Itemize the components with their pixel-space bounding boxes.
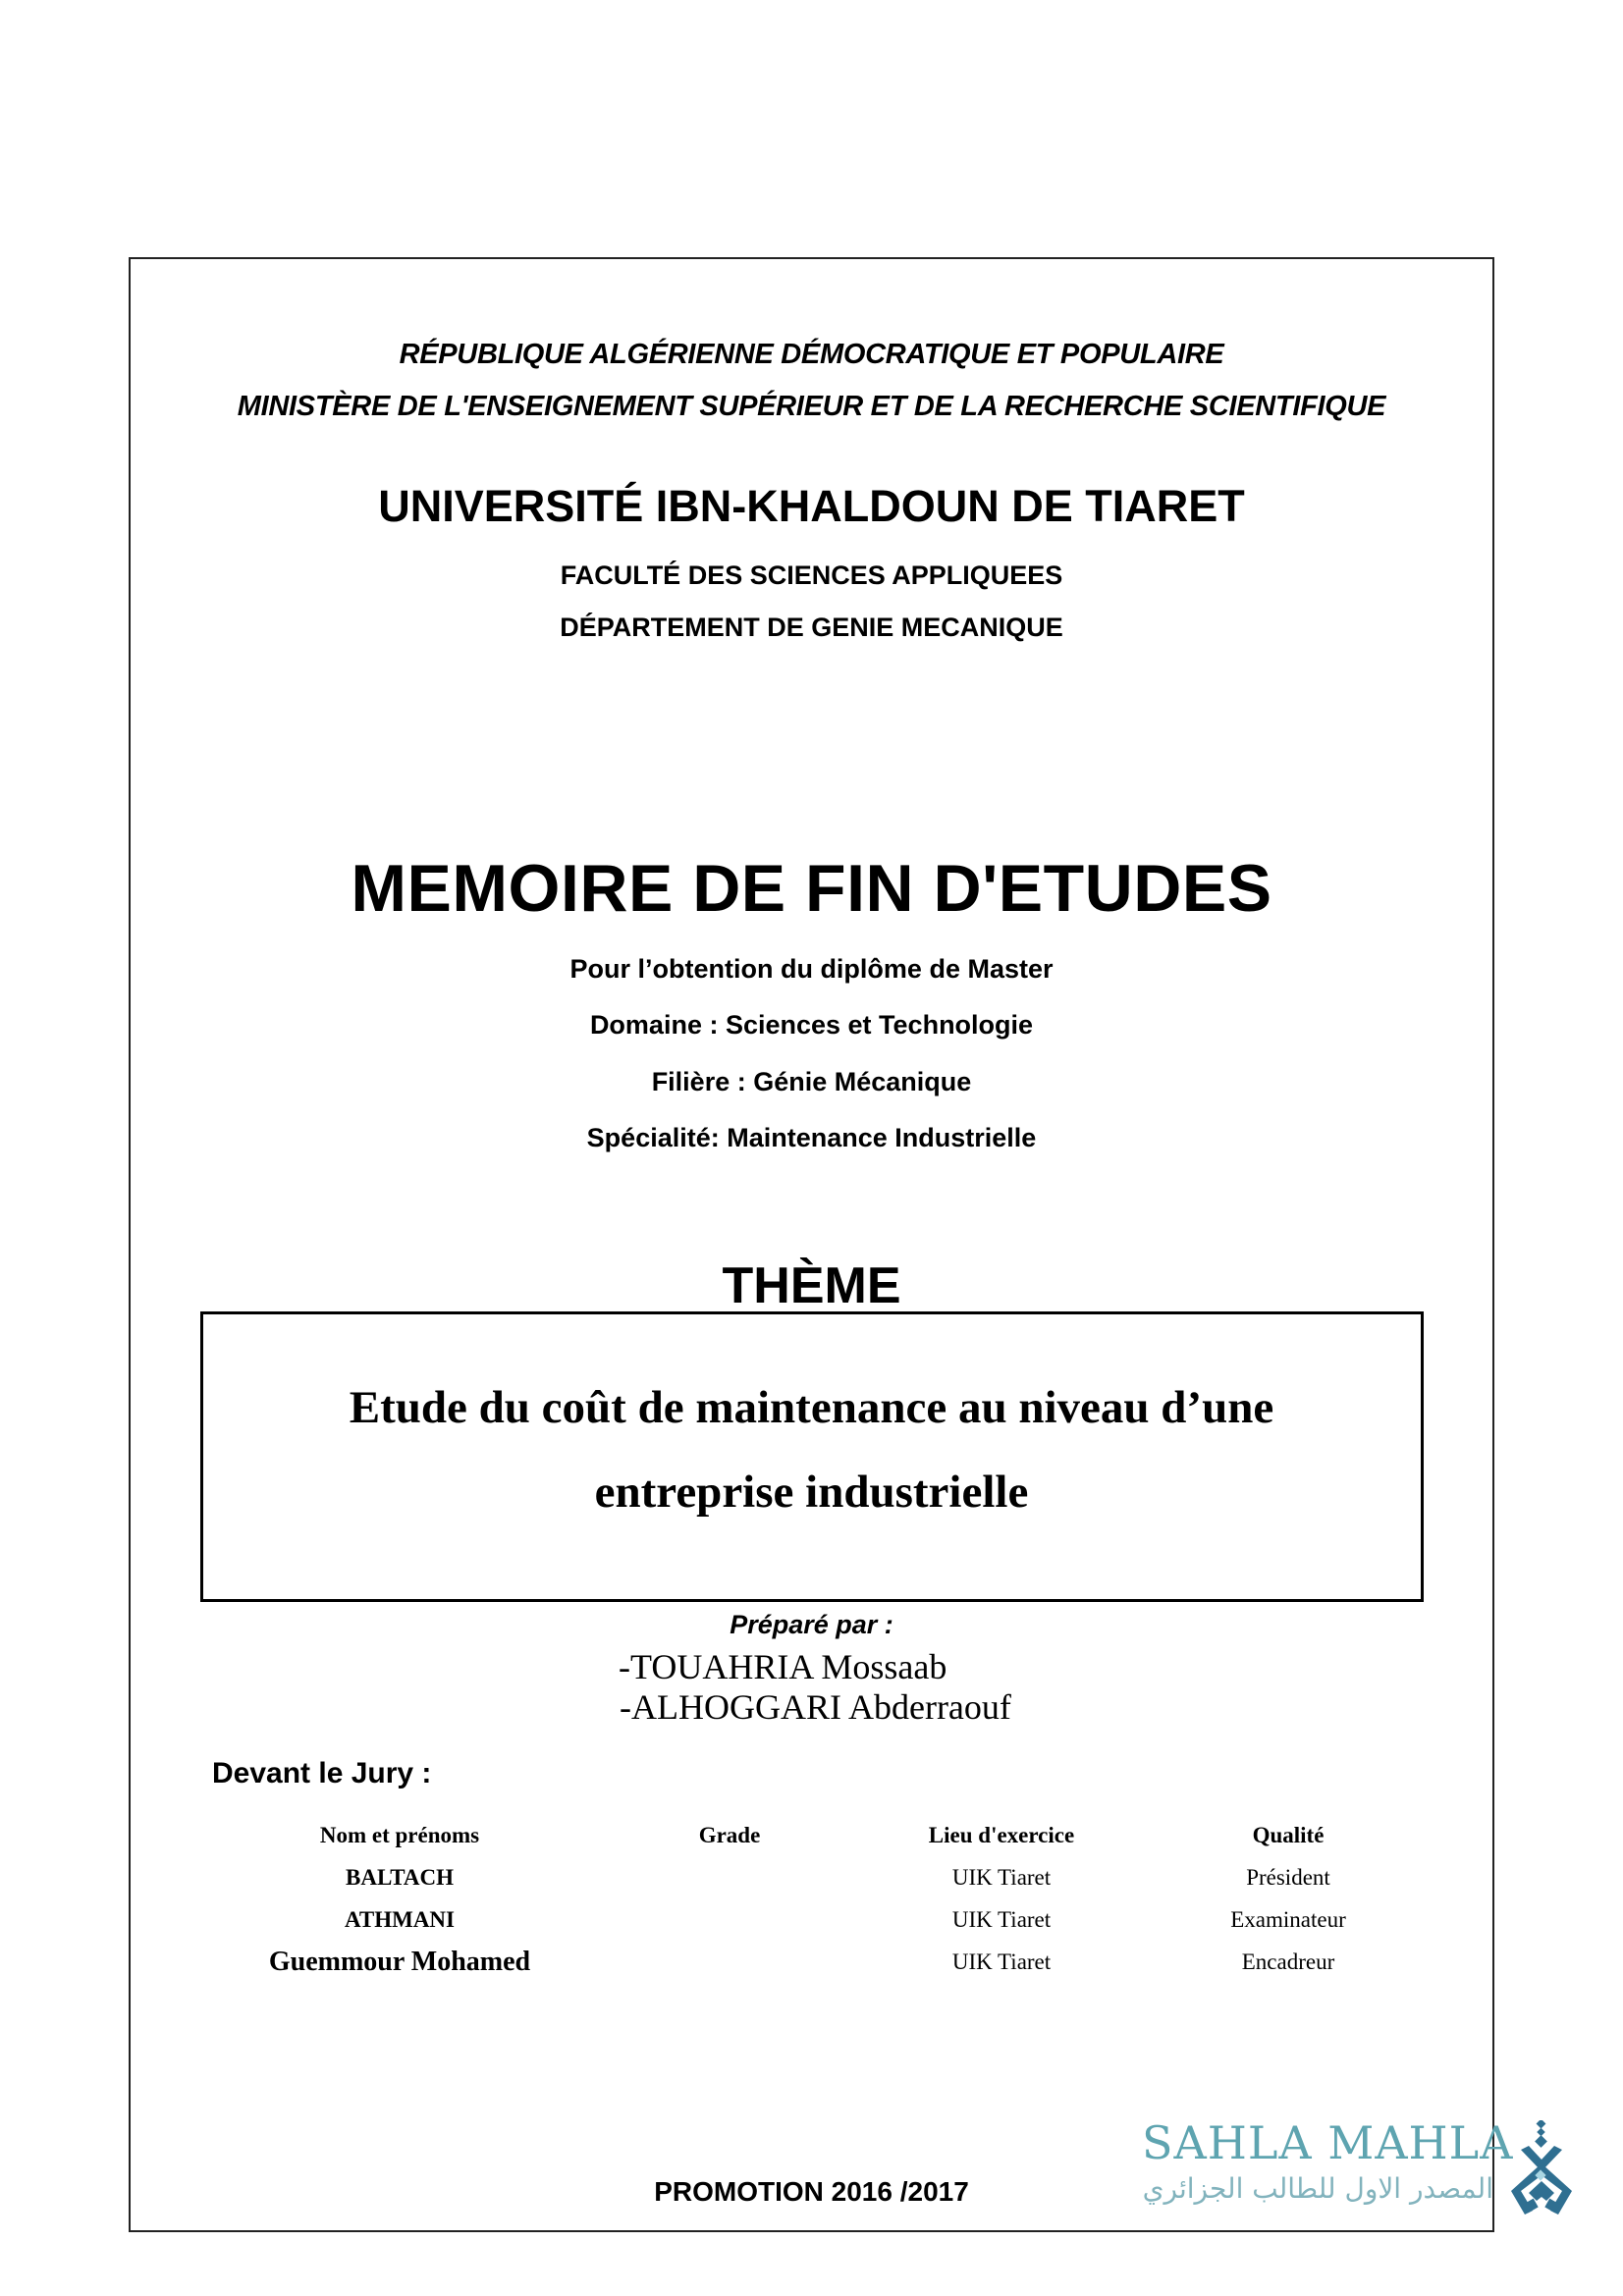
republic-heading: RÉPUBLIQUE ALGÉRIENNE DÉMOCRATIQUE ET POPULAIRE	[399, 339, 1224, 370]
watermark-tagline: المصدر الاول للطالب الجزائري	[1142, 2172, 1493, 2205]
jury-name: BALTACH	[346, 1865, 454, 1890]
promotion-year: PROMOTION 2016 /2017	[654, 2176, 969, 2207]
prepared-by-label: Préparé par :	[730, 1610, 893, 1639]
jury-role: Président	[1246, 1865, 1330, 1890]
document-title: MEMOIRE DE FIN D'ETUDES	[351, 851, 1272, 926]
jury-place: UIK Tiaret	[951, 1907, 1052, 1932]
theme-title-line-2: entreprise industrielle	[594, 1467, 1029, 1518]
jury-name: ATHMANI	[344, 1907, 455, 1932]
theme-title-line-1: Etude du coût de maintenance au niveau d’une	[349, 1382, 1274, 1433]
arabic-calligraphy-logo-icon	[1507, 2120, 1576, 2218]
column-header-place: Lieu d'exercice	[928, 1823, 1075, 1847]
jury-title: Devant le Jury :	[212, 1757, 432, 1789]
theme-label: THÈME	[722, 1257, 901, 1314]
jury-place: UIK Tiaret	[951, 1865, 1052, 1890]
field-line: Filière : Génie Mécanique	[651, 1067, 972, 1096]
jury-place: UIK Tiaret	[951, 1949, 1052, 1974]
column-header-grade: Grade	[698, 1823, 761, 1847]
degree-purpose: Pour l’obtention du diplôme de Master	[569, 954, 1054, 984]
domain-line: Domaine : Sciences et Technologie	[589, 1010, 1034, 1040]
specialty-line: Spécialité: Maintenance Industrielle	[586, 1123, 1037, 1152]
watermark-brand-text: SAHLA MAHLA	[1142, 2116, 1514, 2169]
jury-name: Guemmour Mohamed	[268, 1947, 531, 1977]
department-name: DÉPARTEMENT DE GENIE MECANIQUE	[560, 613, 1063, 642]
jury-role: Examinateur	[1230, 1907, 1346, 1932]
jury-role: Encadreur	[1241, 1949, 1335, 1974]
author-2: -ALHOGGARI Abderraouf	[620, 1687, 1011, 1727]
page-border-frame	[129, 257, 1494, 2232]
theme-box	[200, 1311, 1424, 1602]
author-1: -TOUAHRIA Mossaab	[619, 1647, 947, 1686]
faculty-name: FACULTÉ DES SCIENCES APPLIQUEES	[560, 561, 1063, 590]
university-name: UNIVERSITÉ IBN-KHALDOUN DE TIARET	[378, 481, 1245, 531]
ministry-heading: MINISTÈRE DE L'ENSEIGNEMENT SUPÉRIEUR ET DE LA RECHERCHE SCIENTIFIQUE	[237, 391, 1386, 422]
column-header-name: Nom et prénoms	[319, 1823, 480, 1847]
column-header-role: Qualité	[1252, 1823, 1325, 1847]
